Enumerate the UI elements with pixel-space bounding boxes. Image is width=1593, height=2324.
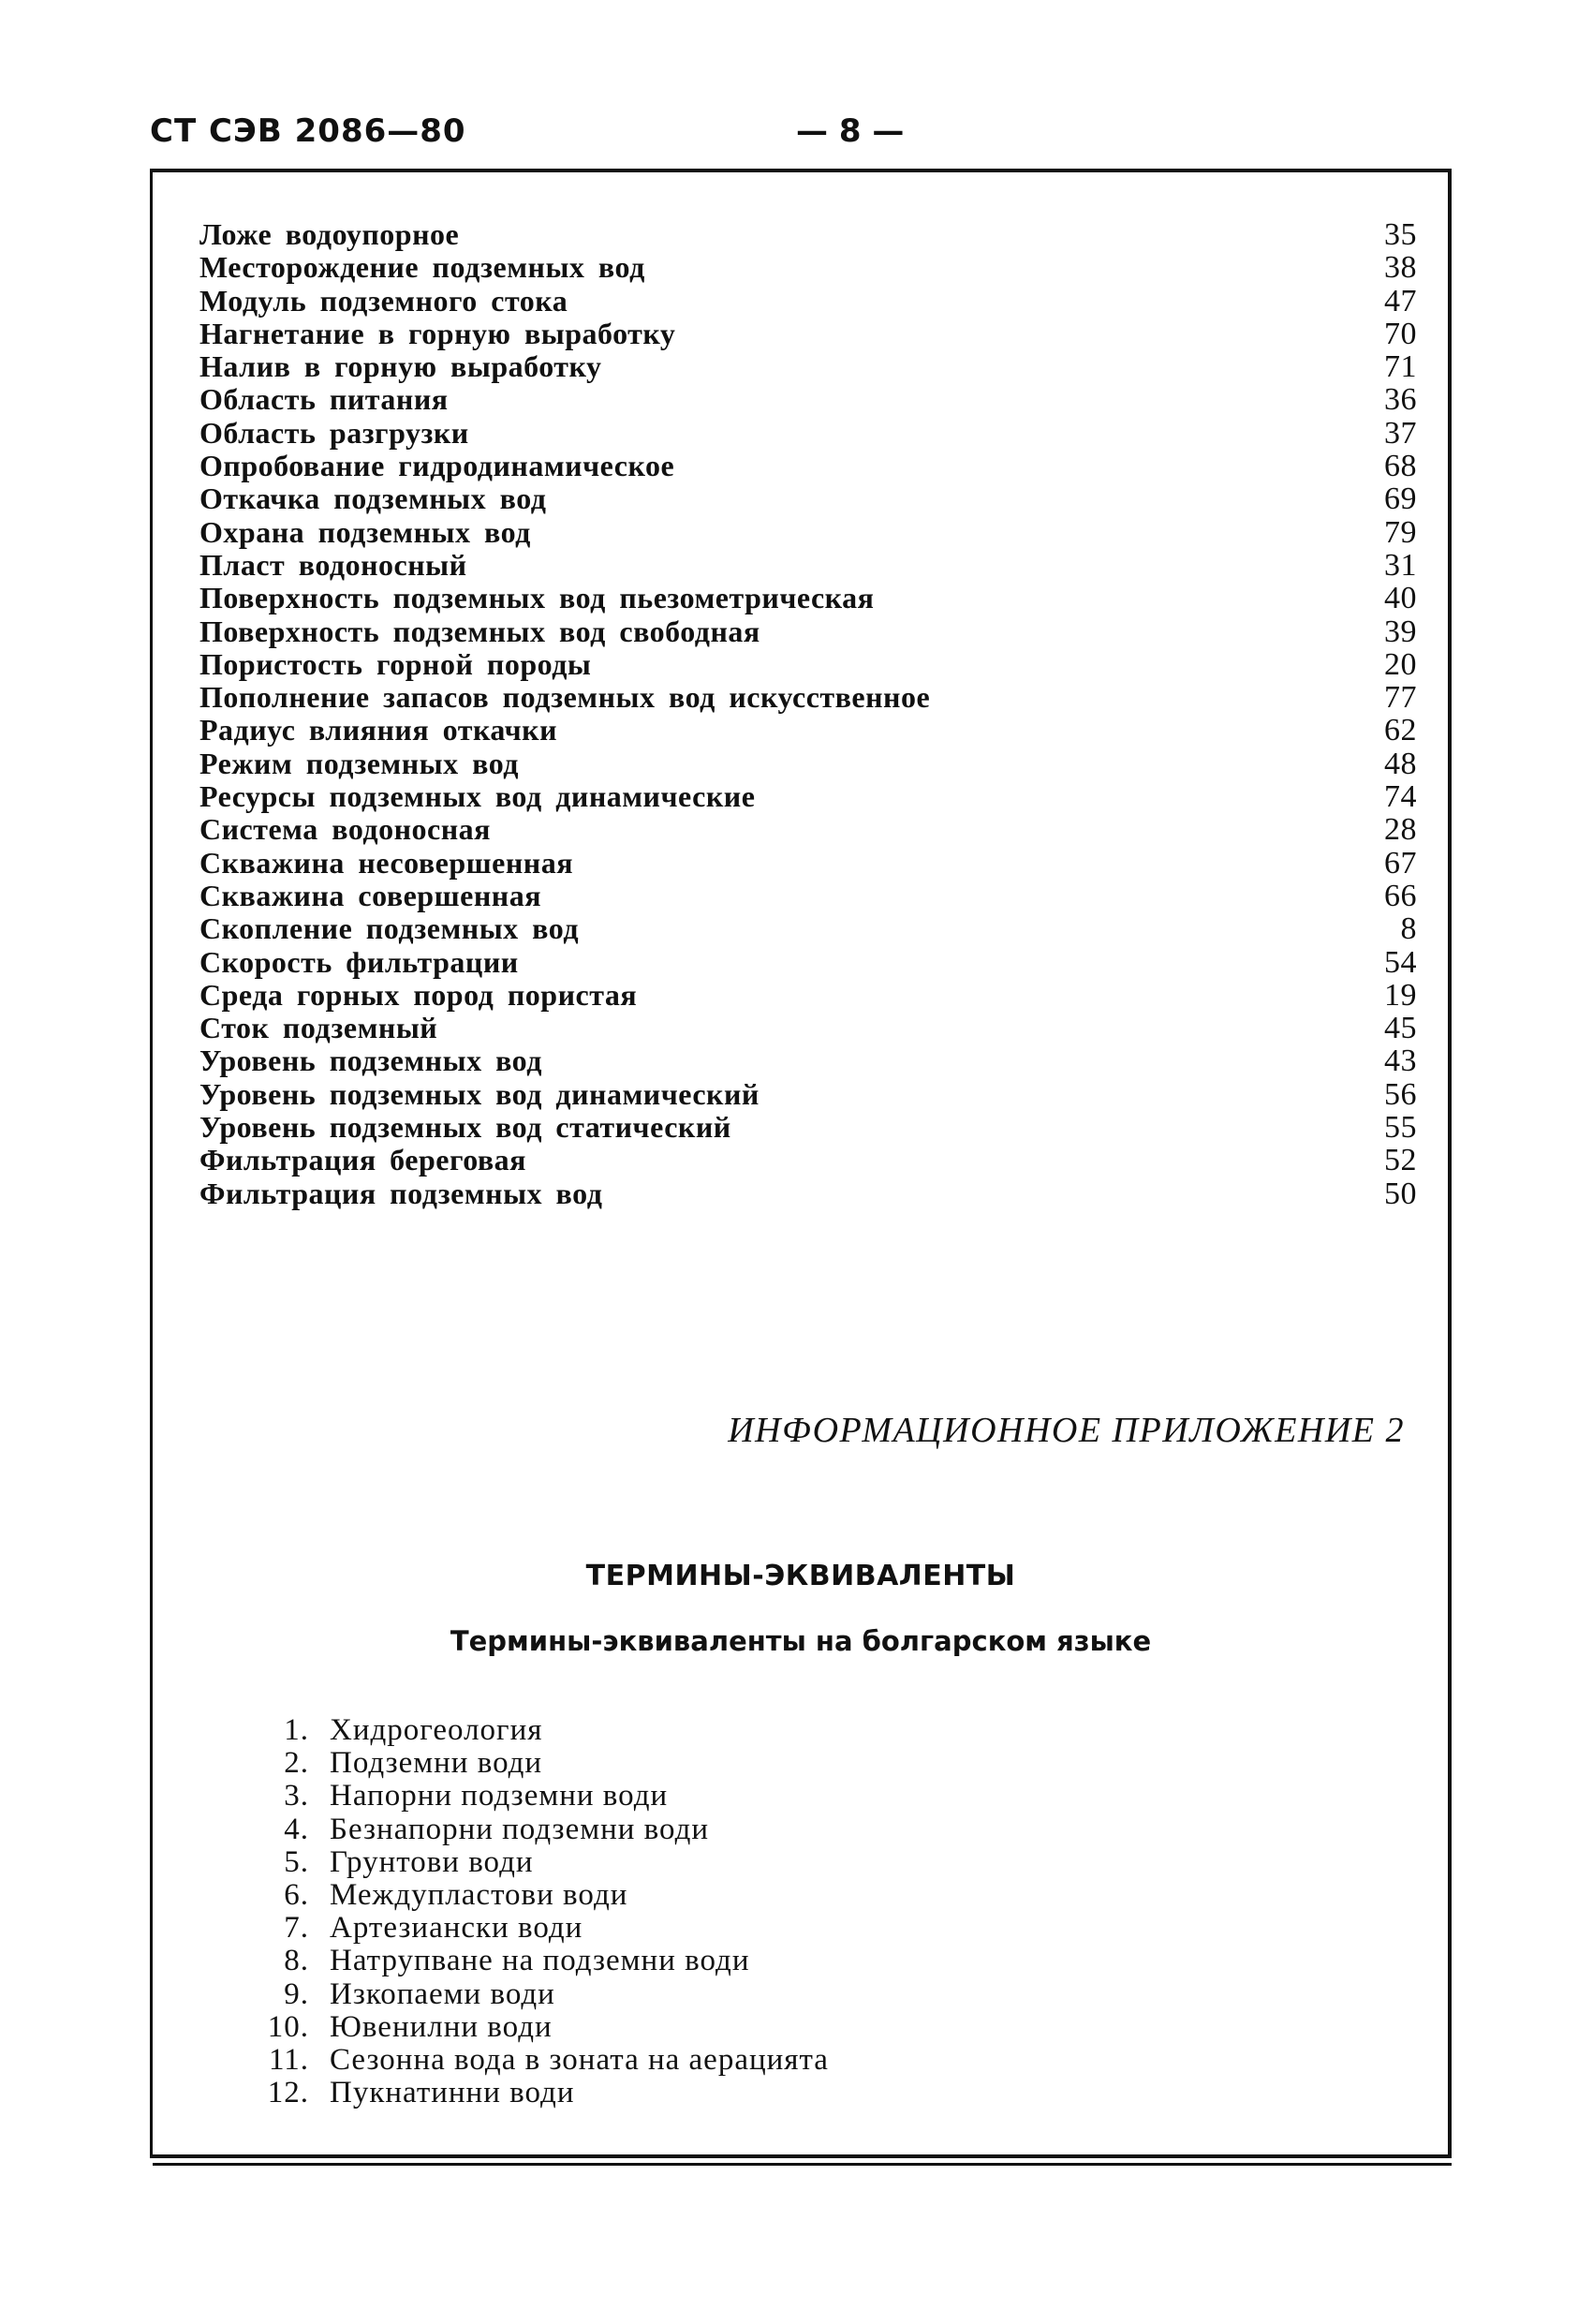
bulgarian-term: Изкопаеми води <box>330 1976 555 2011</box>
index-term: Среда горных пород пористая <box>199 977 638 1012</box>
index-row <box>199 1177 1417 1210</box>
index-term: Область питания <box>199 382 449 417</box>
page-number: — 8 — <box>796 112 905 150</box>
bulgarian-term: Междупластови води <box>330 1877 628 1912</box>
index-row <box>199 251 1417 284</box>
index-row <box>199 681 1417 714</box>
bulgarian-term-row <box>253 1780 1096 1813</box>
bulgarian-term-row <box>253 1912 1096 1945</box>
bulgarian-term: Натрупване на подземни води <box>330 1944 750 1978</box>
index-term-number: 19 <box>1384 977 1417 1013</box>
index-term-number: 35 <box>1384 217 1417 252</box>
index-term: Скопление подземных вод <box>199 911 579 946</box>
index-row <box>199 615 1417 648</box>
index-term: Модуль подземного стока <box>199 283 568 318</box>
index-row <box>199 482 1417 515</box>
index-term: Пористость горной породы <box>199 646 592 681</box>
index-term-number: 20 <box>1384 646 1417 682</box>
index-row <box>199 516 1417 549</box>
bulgarian-term-row <box>253 1945 1096 1977</box>
bulgarian-term-row <box>253 2011 1096 2044</box>
index-term: Поверхность подземных вод пьезометрическая <box>199 581 875 615</box>
index-term-number: 62 <box>1384 713 1417 748</box>
index-term-number: 68 <box>1384 449 1417 484</box>
index-row <box>199 979 1417 1012</box>
index-term: Фильтрация подземных вод <box>199 1176 603 1210</box>
index-term-number: 31 <box>1384 547 1417 583</box>
term-number: 1. <box>284 1713 309 1747</box>
index-row <box>199 912 1417 945</box>
index-row <box>199 813 1417 846</box>
bulgarian-term: Хидрогеология <box>330 1713 543 1747</box>
bulgarian-term-row <box>253 1846 1096 1879</box>
bulgarian-term: Безнапорни подземни води <box>330 1812 710 1846</box>
bulgarian-term: Напорни подземни води <box>330 1779 669 1813</box>
bulgarian-term-row <box>253 1978 1096 2011</box>
bulgarian-term-list <box>253 1714 1096 2109</box>
index-term: Уровень подземных вод статический <box>199 1110 731 1145</box>
term-number: 8. <box>284 1944 309 1978</box>
index-term: Область разгрузки <box>199 415 469 450</box>
index-row <box>199 748 1417 780</box>
index-row <box>199 946 1417 979</box>
index-term-number: 69 <box>1384 481 1417 517</box>
bulgarian-term-row <box>253 1714 1096 1747</box>
index-row <box>199 350 1417 383</box>
index-term-number: 48 <box>1384 746 1417 781</box>
index-term: Откачка подземных вод <box>199 481 547 516</box>
index-row <box>199 218 1417 251</box>
index-term-number: 71 <box>1384 349 1417 385</box>
index-row <box>199 1078 1417 1111</box>
index-term: Пополнение запасов подземных вод искусственное <box>199 680 931 715</box>
index-row <box>199 847 1417 880</box>
index-row <box>199 1012 1417 1044</box>
index-row <box>199 1044 1417 1077</box>
index-row <box>199 1144 1417 1177</box>
index-term: Нагнетание в горную выработку <box>199 316 676 350</box>
index-row <box>199 383 1417 416</box>
bulgarian-term-row <box>253 1879 1096 1912</box>
bulgarian-term: Сезонна вода в зоната на аерацията <box>330 2042 829 2077</box>
bulgarian-term-row <box>253 2044 1096 2077</box>
index-term-number: 37 <box>1384 415 1417 451</box>
index-row <box>199 450 1417 482</box>
index-term: Уровень подземных вод <box>199 1044 542 1078</box>
term-number: 10. <box>267 2009 309 2044</box>
index-term-number: 8 <box>1400 911 1417 947</box>
index-term: Месторождение подземных вод <box>199 250 645 285</box>
index-term: Ложе водоупорное <box>199 217 460 251</box>
page-header <box>150 112 1442 169</box>
document-code: СТ СЭВ 2086—80 <box>150 112 466 150</box>
bulgarian-term: Подземни води <box>330 1746 543 1781</box>
index-term: Скважина совершенная <box>199 878 541 912</box>
index-term: Уровень подземных вод динамический <box>199 1076 760 1111</box>
index-term-number: 74 <box>1384 779 1417 815</box>
term-number: 9. <box>284 1976 309 2011</box>
index-term-number: 36 <box>1384 382 1417 418</box>
index-term-number: 55 <box>1384 1110 1417 1146</box>
term-number: 12. <box>267 2076 309 2110</box>
index-term-number: 66 <box>1384 878 1417 913</box>
index-term-number: 38 <box>1384 250 1417 286</box>
term-number: 5. <box>284 1844 309 1879</box>
term-number: 6. <box>284 1877 309 1912</box>
appendix-title: ИНФОРМАЦИОННОЕ ПРИЛОЖЕНИЕ 2 <box>728 1411 1405 1450</box>
index-term-number: 67 <box>1384 845 1417 881</box>
index-term-number: 79 <box>1384 514 1417 550</box>
index-term-number: 54 <box>1384 944 1417 980</box>
index-row <box>199 318 1417 350</box>
bulgarian-term: Пукнатинни води <box>330 2076 575 2110</box>
index-term-number: 45 <box>1384 1011 1417 1046</box>
index-row <box>199 714 1417 747</box>
bulgarian-term: Грунтови води <box>330 1844 534 1879</box>
term-number: 2. <box>284 1746 309 1781</box>
index-term: Пласт водоносный <box>199 547 467 582</box>
index-term-number: 56 <box>1384 1076 1417 1112</box>
index-term: Налив в горную выработку <box>199 349 602 384</box>
index-term-number: 77 <box>1384 680 1417 716</box>
bulgarian-term-row <box>253 2077 1096 2109</box>
index-term-number: 28 <box>1384 812 1417 848</box>
index-row <box>199 1111 1417 1144</box>
index-term: Режим подземных вод <box>199 746 519 780</box>
index-term-number: 50 <box>1384 1176 1417 1211</box>
index-row <box>199 582 1417 614</box>
index-term-number: 47 <box>1384 283 1417 318</box>
index-row <box>199 285 1417 318</box>
index-row <box>199 780 1417 813</box>
term-number: 3. <box>284 1779 309 1813</box>
index-term-number: 40 <box>1384 581 1417 616</box>
term-number: 4. <box>284 1812 309 1846</box>
term-number: 7. <box>284 1911 309 1946</box>
index-term-number: 39 <box>1384 614 1417 649</box>
index-term: Поверхность подземных вод свободная <box>199 614 760 648</box>
bulgarian-term: Артезиански води <box>330 1911 583 1946</box>
bulgarian-term-row <box>253 1813 1096 1846</box>
alphabetical-index <box>199 218 1417 1210</box>
index-row <box>199 880 1417 912</box>
section-subtitle: Термины-эквиваленты на болгарском языке <box>450 1625 1152 1657</box>
index-term: Система водоносная <box>199 812 491 847</box>
index-term: Сток подземный <box>199 1011 438 1045</box>
term-number: 11. <box>268 2042 309 2077</box>
index-term-number: 70 <box>1384 316 1417 351</box>
index-row <box>199 417 1417 450</box>
index-term: Фильтрация береговая <box>199 1143 526 1177</box>
index-term: Опробование гидродинамическое <box>199 449 675 483</box>
index-term: Скважина несовершенная <box>199 845 574 880</box>
index-row <box>199 648 1417 681</box>
bulgarian-term-row <box>253 1747 1096 1780</box>
index-term: Скорость фильтрации <box>199 944 519 979</box>
index-term: Радиус влияния откачки <box>199 713 558 748</box>
index-term: Ресурсы подземных вод динамические <box>199 779 756 814</box>
bulgarian-term: Ювенилни води <box>330 2009 553 2044</box>
index-row <box>199 549 1417 582</box>
index-term: Охрана подземных вод <box>199 514 531 549</box>
index-term-number: 52 <box>1384 1143 1417 1178</box>
section-title: ТЕРМИНЫ-ЭКВИВАЛЕНТЫ <box>585 1560 1016 1592</box>
index-term-number: 43 <box>1384 1044 1417 1079</box>
